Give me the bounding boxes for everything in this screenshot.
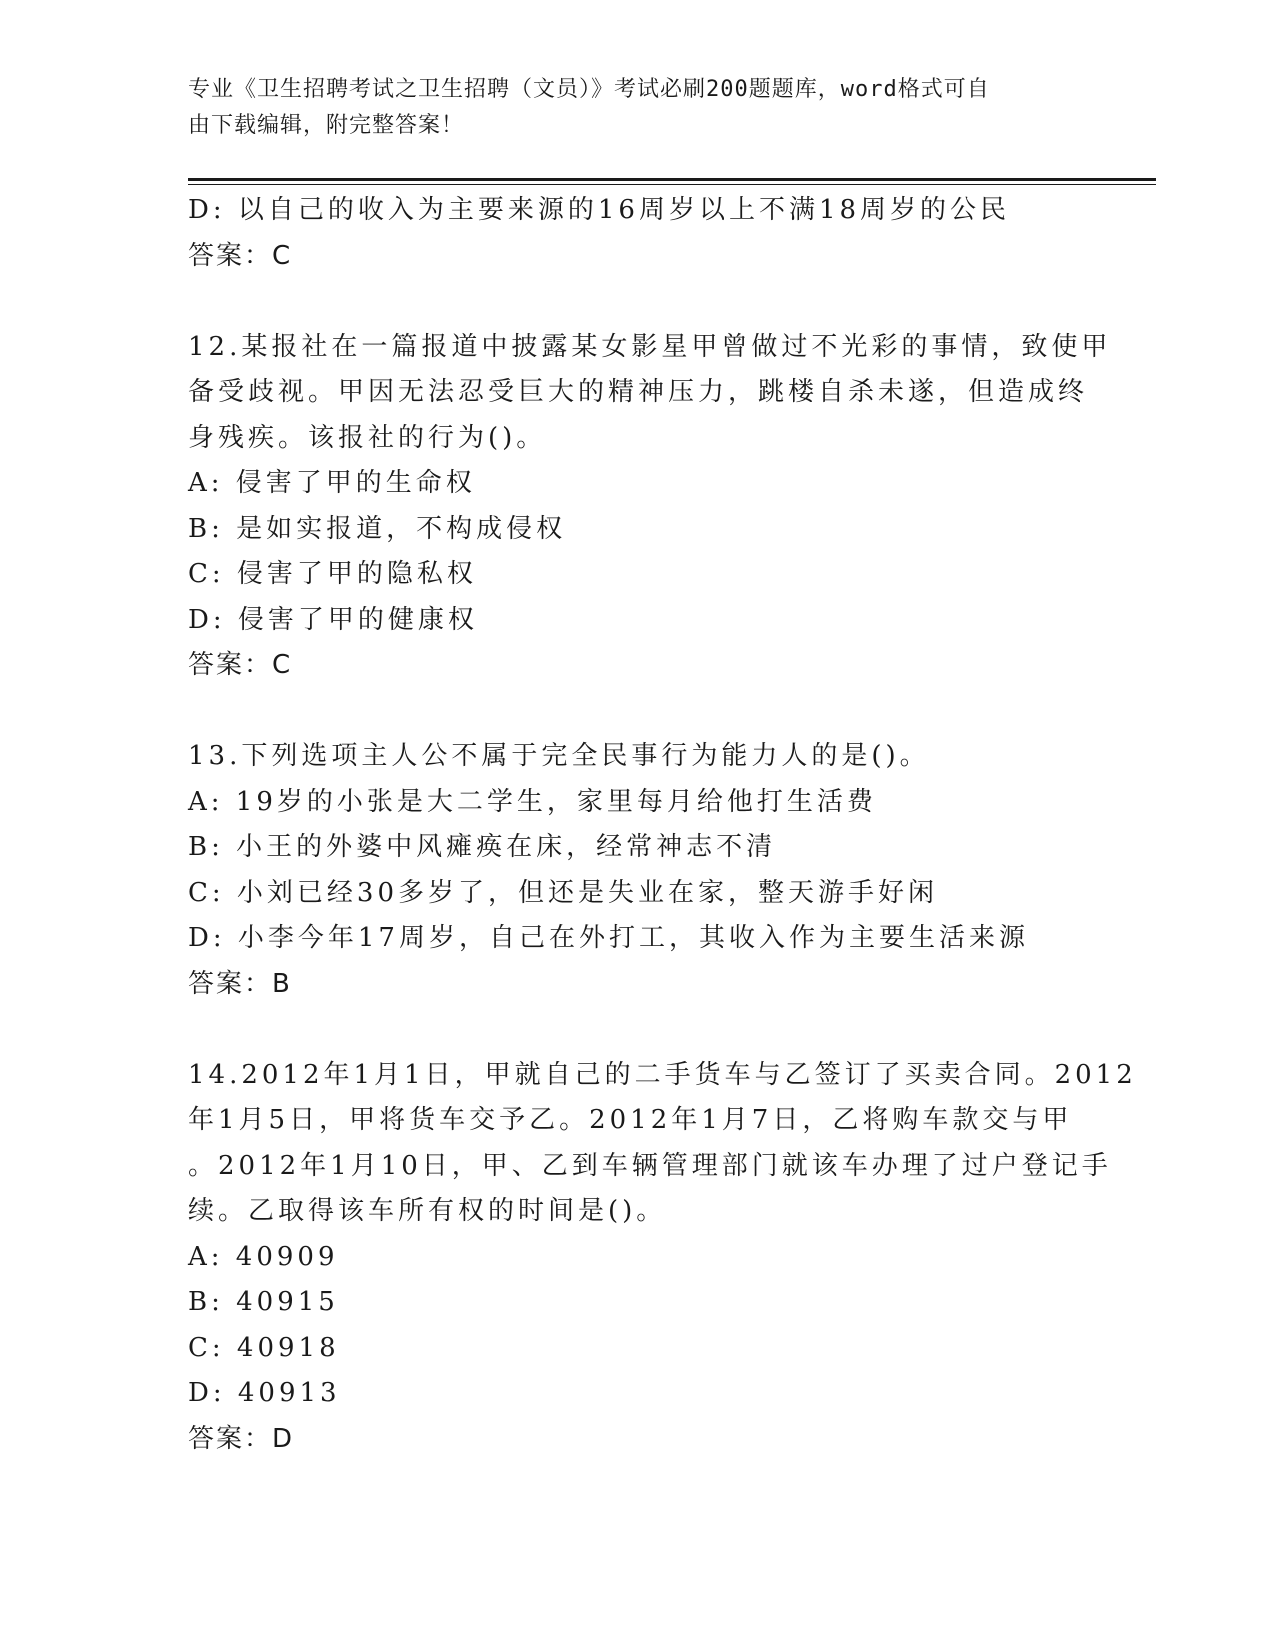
spacer (188, 1007, 1088, 1053)
question-stem-line: 身残疾。该报社的行为()。 (188, 422, 547, 453)
header-line-2: 由下载编辑，附完整答案！ (188, 113, 465, 138)
option-d: D: 40913 (188, 1378, 341, 1408)
option-c: C: 侵害了甲的隐私权 (188, 559, 477, 589)
question-stem-line: 12.某报社在一篇报道中披露某女影星甲曾做过不光彩的事情，致使甲 (188, 331, 1112, 362)
question-stem-line: 续。乙取得该车所有权的时间是()。 (188, 1196, 667, 1226)
answer-line: 答案：D (188, 1423, 295, 1454)
question-stem-line: 13.下列选项主人公不属于完全民事行为能力人的是()。 (188, 741, 930, 771)
header-divider-thick (188, 178, 1156, 181)
option-d: D: 以自己的收入为主要来源的16周岁以上不满18周岁的公民 (188, 195, 1011, 225)
question-stem-line: 年1月5日，甲将货车交予乙。2012年1月7日，乙将购车款交与甲 (188, 1105, 1073, 1135)
option-a: A: 侵害了甲的生命权 (188, 468, 476, 498)
option-d: D: 侵害了甲的健康权 (188, 604, 478, 635)
option-b: B: 是如实报道，不构成侵权 (188, 513, 567, 544)
header-divider-thin (188, 184, 1156, 185)
answer-line: 答案：B (188, 968, 292, 999)
option-a: A: 40909 (188, 1241, 339, 1272)
question-12 (188, 325, 1112, 689)
option-c: C: 40918 (188, 1332, 340, 1363)
option-b: B: 40915 (188, 1287, 339, 1317)
question-11-tail (188, 188, 1088, 279)
option-c: C: 小刘已经30多岁了，但还是失业在家，整天游手好闲 (188, 877, 939, 908)
option-a: A: 19岁的小张是大二学生，家里每月给他打生活费 (188, 786, 877, 817)
answer-line: 答案：C (188, 240, 293, 271)
question-content (188, 188, 1137, 1462)
spacer (188, 279, 1088, 325)
answer-line: 答案：C (188, 650, 293, 680)
question-stem-line: 14.2012年1月1日，甲就自己的二手货车与乙签订了买卖合同。2012 (188, 1059, 1137, 1090)
question-14 (188, 1053, 1137, 1463)
option-b: B: 小王的外婆中风瘫痪在床，经常神志不清 (188, 832, 777, 862)
question-stem-line: 备受歧视。甲因无法忍受巨大的精神压力，跳楼自杀未遂，但造成终 (188, 377, 1089, 407)
document-header (188, 72, 1068, 144)
spacer (188, 689, 1088, 735)
question-13 (188, 734, 1088, 1007)
header-line-1: 专业《卫生招聘考试之卫生招聘（文员）》考试必刷200题题库，word格式可自 (188, 77, 990, 102)
option-d: D: 小李今年17周岁，自己在外打工，其收入作为主要生活来源 (188, 923, 1029, 953)
question-stem-line: 。2012年1月10日，甲、乙到车辆管理部门就该车办理了过户登记手 (188, 1150, 1112, 1181)
